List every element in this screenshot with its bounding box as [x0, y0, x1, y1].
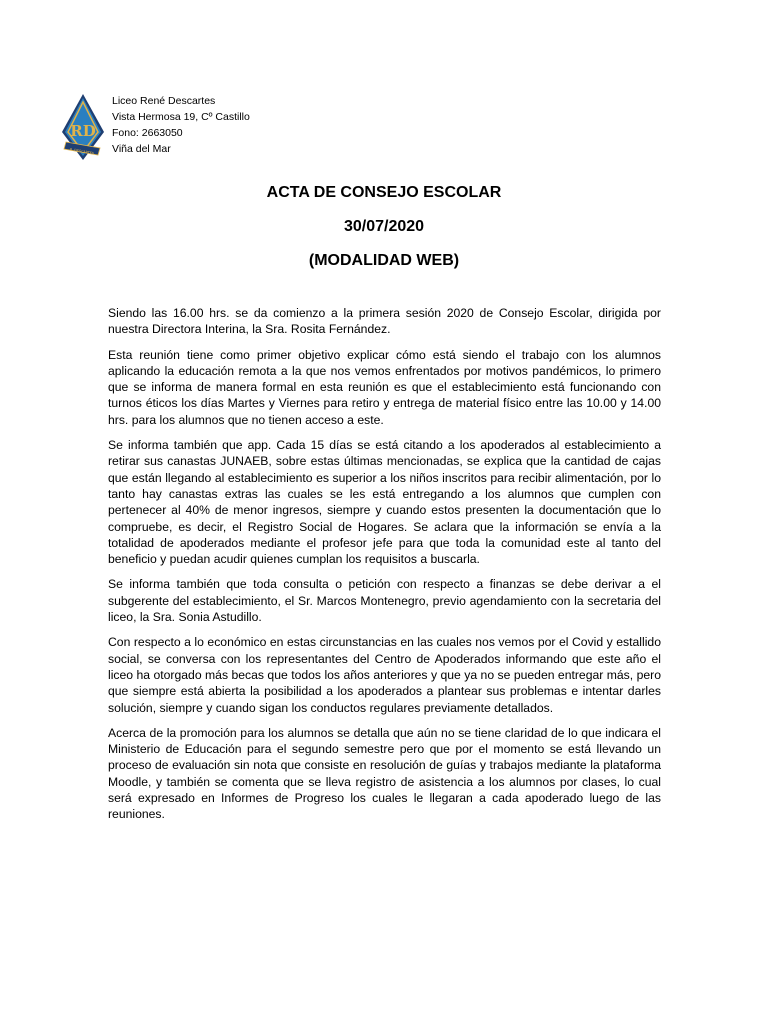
letterhead	[60, 92, 250, 162]
document-title	[0, 181, 768, 283]
logo-text: RD	[70, 122, 96, 140]
school-logo-icon	[60, 92, 106, 162]
paragraph: Se informa también que toda consulta o petición con respecto a finanzas se debe derivar a el subgerente del establecimiento, el Sr. Marcos Montenegro, previo agendamiento con la secretaria del liceo, la Sra. Sonia Astudillo.	[108, 577, 661, 625]
paragraph: Con respecto a lo económico en estas circunstancias en las cuales nos vemos por el Covid y estallido social, se conversa con los representantes del Centro de Apoderados informando que este año el liceo ha otorgado más becas que todos los años anteriores y que ya no se pueden entregar más, pero que siempre está abierta la posibilidad a los apoderados a plantear sus problemas e intentar darles solución, siempre y cuando sigan los conductos regulares previamente detallados.	[108, 635, 661, 715]
paragraph: Acerca de la promoción para los alumnos se detalla que aún no se tiene claridad de lo que indicara el Ministerio de Educación para el segundo semestre pero que por el momento se está llevando un proceso de evaluación sin nota que consiste en resolución de guías y trabajos mediante la plataforma Moodle, y también se comenta que se lleva registro de asistencia a los alumnos por clases, lo cual será expresado en Informes de Progreso los cuales le llegaran a cada apoderado luego de las reuniones.	[108, 725, 661, 822]
school-address	[112, 93, 250, 157]
school-phone: Fono: 2663050	[112, 127, 183, 139]
paragraph: Siendo las 16.00 hrs. se da comienzo a la primera sesión 2020 de Consejo Escolar, dirigida por nuestra Directora Interina, la Sra. Rosita Fernández.	[108, 306, 661, 337]
title-date: 30/07/2020	[343, 218, 425, 235]
title-modality: (MODALIDAD WEB)	[308, 252, 460, 269]
title-line-1: ACTA DE CONSEJO ESCOLAR	[266, 184, 502, 201]
document-body	[108, 305, 661, 832]
paragraph: Esta reunión tiene como primer objetivo explicar cómo está siendo el trabajo con los alumnos aplicando la educación remota a la que nos vemos enfrentados por motivos pandémicos, lo primero que se informa de manera formal en esta reunión es que el establecimiento está funcionando con turnos éticos los días Martes y Viernes para retiro y entrega de material físico entre las 10.00 y 14.00 hrs. para los alumnos que no tienen acceso a este.	[108, 347, 661, 427]
paragraph: Se informa también que app. Cada 15 días se está citando a los apoderados al establecimiento a retirar sus canastas JUNAEB, sobre estas últimas mencionadas, se explica que la cantidad de cajas que están llegando al establecimiento es superior a los niños inscritos para recibir alimentación, por lo tanto hay canastas extras las cuales se les está entregando a los alumnos que cumplen con pertenecer al 40% de menor ingresos, siempre y cuando estos presenten la documentación que lo compruebe, es decir, el Registro Social de Hogares. Se aclara que la información se envía a la totalidad de apoderados mediante el profesor jefe para que toda la comunidad este al tanto del beneficio y puedan acudir quienes cumplan los requisitos a buscarla.	[108, 438, 661, 567]
school-city: Viña del Mar	[112, 143, 171, 155]
logo-ribbon-text: R. DESCARTES	[69, 147, 95, 156]
school-street: Vista Hermosa 19, Cº Castillo	[112, 111, 250, 123]
school-name: Liceo René Descartes	[112, 95, 216, 107]
